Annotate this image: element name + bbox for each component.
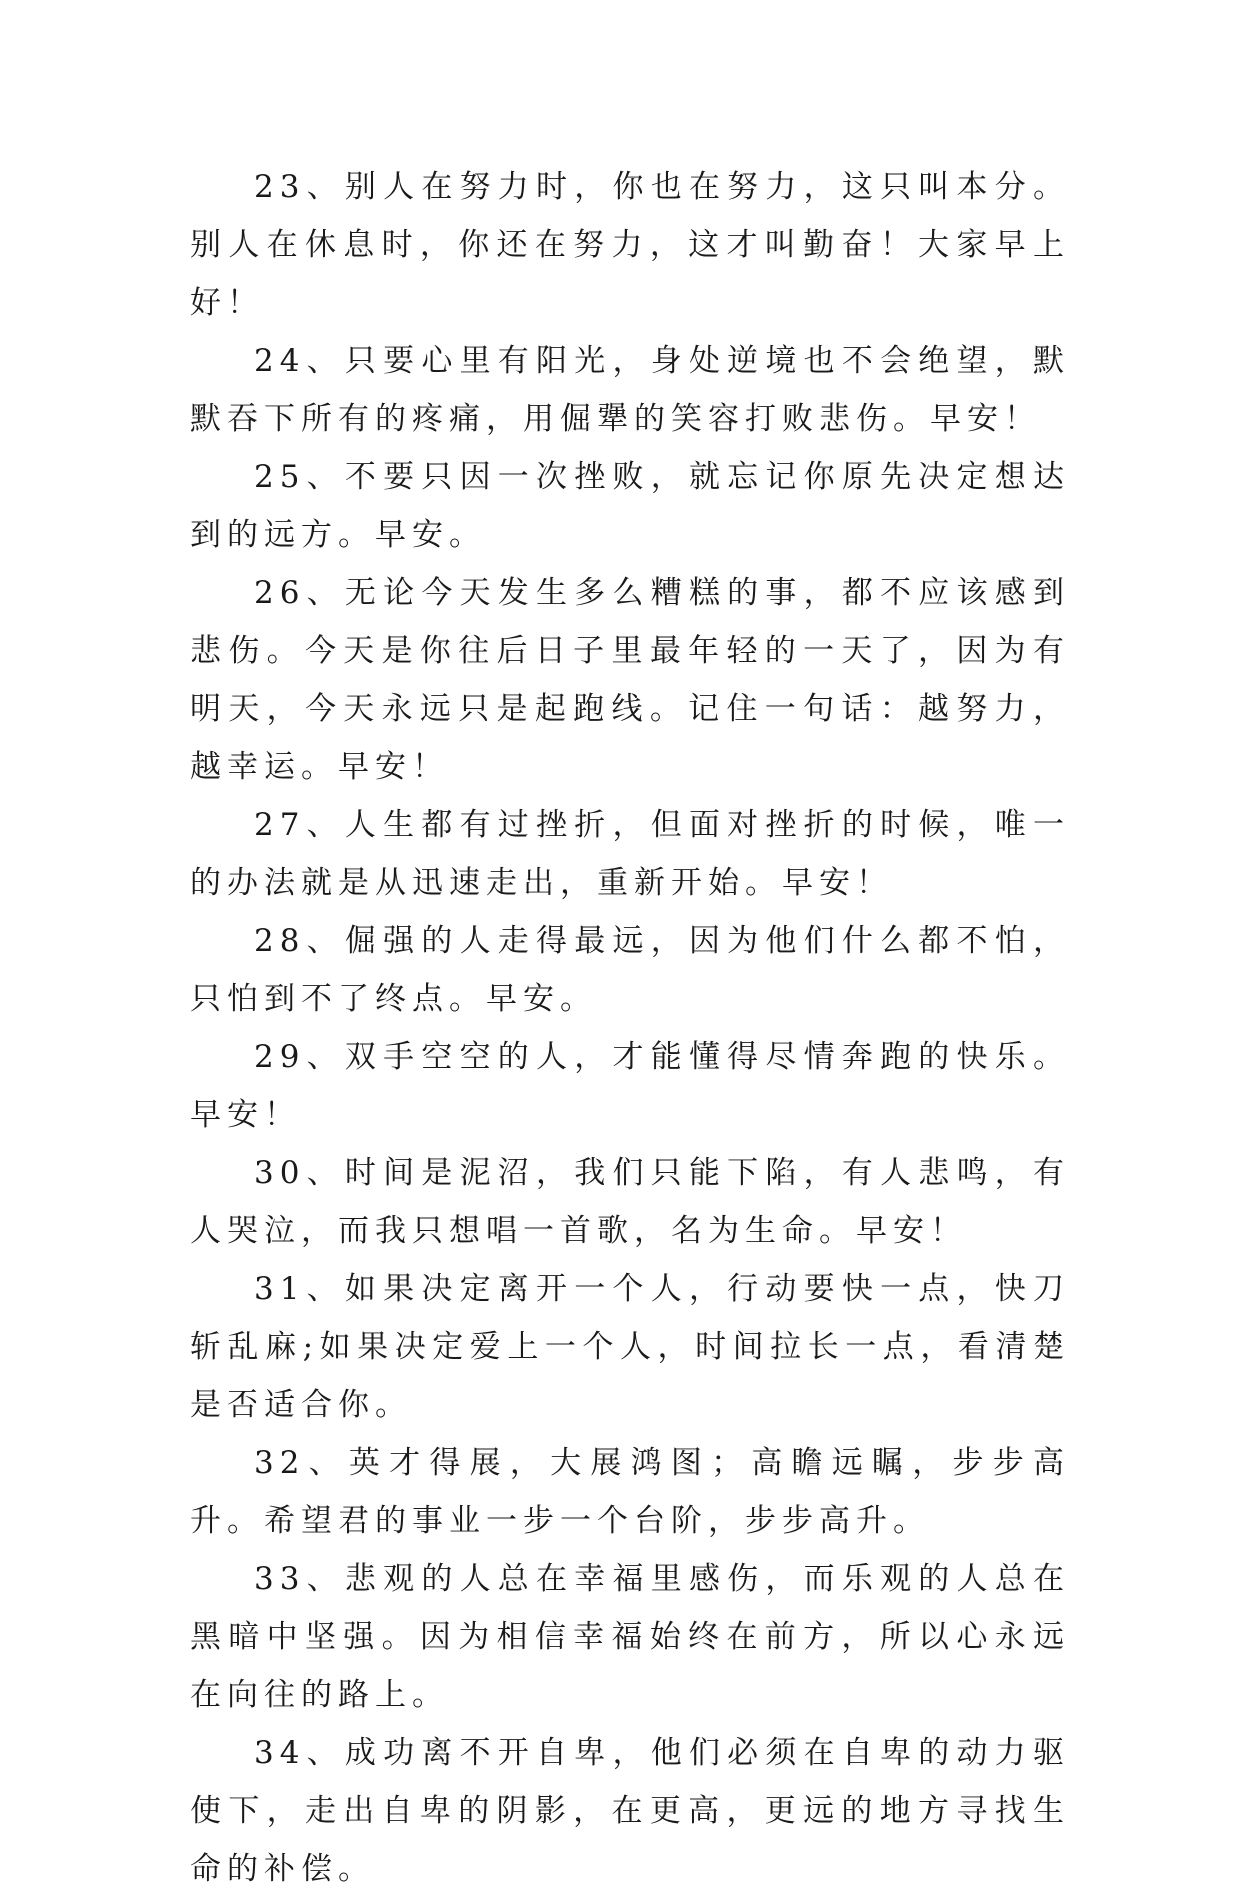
paragraph-25: 25、不要只因一次挫败，就忘记你原先决定想达到的远方。早安。 (190, 459, 1070, 553)
paragraph-33: 33、悲观的人总在幸福里感伤，而乐观的人总在黑暗中坚强。因为相信幸福始终在前方，所以心永远在向往的路上。 (190, 1561, 1070, 1713)
paragraph-23: 23、别人在努力时，你也在努力，这只叫本分。别人在休息时，你还在努力，这才叫勤奋！大家早上好！ (190, 169, 1070, 321)
paragraph-30: 30、时间是泥沼，我们只能下陷，有人悲鸣，有人哭泣，而我只想唱一首歌，名为生命。早安！ (190, 1155, 1070, 1249)
paragraph-28: 28、倔强的人走得最远，因为他们什么都不怕，只怕到不了终点。早安。 (190, 923, 1070, 1017)
paragraph-29: 29、双手空空的人，才能懂得尽情奔跑的快乐。早安！ (190, 1039, 1070, 1133)
paragraph-27: 27、人生都有过挫折，但面对挫折的时候，唯一的办法就是从迅速走出，重新开始。早安！ (190, 807, 1070, 901)
paragraph-31: 31、如果决定离开一个人，行动要快一点，快刀斩乱麻;如果决定爱上一个人，时间拉长一点，看清楚是否适合你。 (190, 1271, 1070, 1423)
paragraph-26: 26、无论今天发生多么糟糕的事，都不应该感到悲伤。今天是你往后日子里最年轻的一天了，因为有明天，今天永远只是起跑线。记住一句话：越努力，越幸运。早安！ (190, 575, 1070, 785)
paragraph-34: 34、成功离不开自卑，他们必须在自卑的动力驱使下，走出自卑的阴影，在更高，更远的地方寻找生命的补偿。 (190, 1735, 1070, 1887)
document-body (190, 158, 1070, 1898)
paragraph-24: 24、只要心里有阳光，身处逆境也不会绝望，默默吞下所有的疼痛，用倔犟的笑容打败悲伤。早安！ (190, 343, 1070, 437)
paragraph-32: 32、英才得展，大展鸿图；高瞻远瞩，步步高升。希望君的事业一步一个台阶，步步高升。 (190, 1445, 1070, 1539)
